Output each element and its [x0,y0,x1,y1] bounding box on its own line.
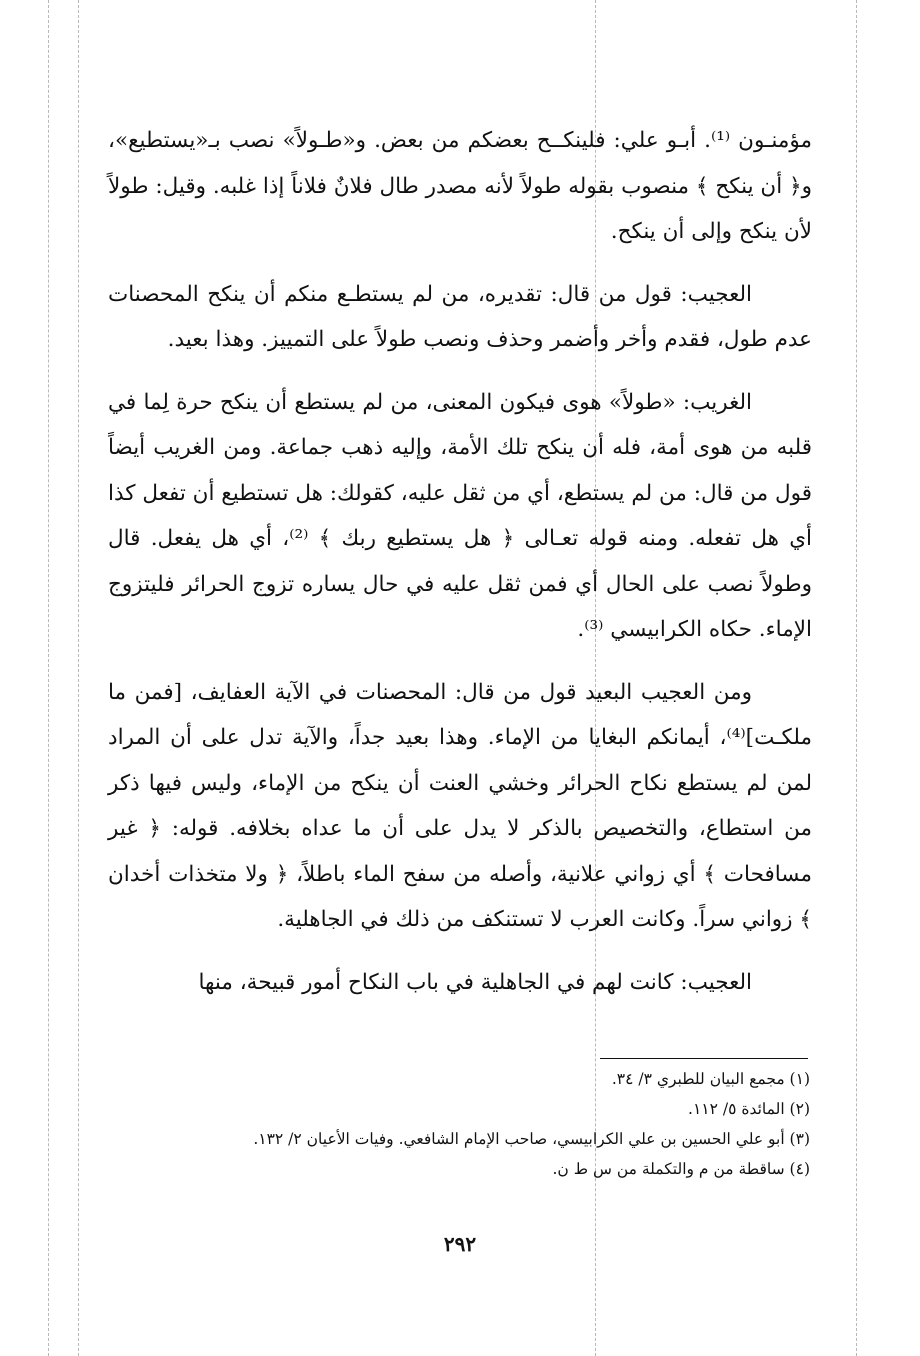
footnote-4: (٤) ساقطة من م والتكملة من س ط ن. [552,1160,810,1178]
footnote-3: (٣) أبو علي الحسين بن علي الكرابيسي، صاحب الإمام الشافعي. وفيات الأعيان ٢/ ١٣٢. [253,1130,810,1148]
footnote-2: (٢) المائدة ٥/ ١١٢. [688,1100,810,1118]
paragraph-4: ومن العجيب البعيد قول من قال: المحصنات في الآية العفايف، [فمن ما ملكـت]⁽⁴⁾، أيمانكم البغايا من الإماء. وهذا بعيد جداً، والآية تدل على أن المراد لمن لم يستطع نكاح الحرائر وخشي العنت أن ينكح من الإماء، وليس فيها ذكر من استطاع، والتخصيص بالذكر لا يدل على أن ما عداه بخلافه. قوله: ﴿ غير مسافحات ﴾ أي زواني علانية، وأصله من سفح الماء باطلاً، ﴿ ولا متخذات أخدان ﴾ زواني سراً. وكانت العرب لا تستنكف من ذلك في الجاهلية. [108,679,812,932]
page-number: ٢٩٢ [443,1232,477,1256]
paragraph-2: العجيب: قول من قال: تقديره، من لم يستطـع منكم أن ينكح المحصنات عدم طول، فقدم وأخر وأضمر وحذف ونصب طولاً على التمييز. وهذا بعيد. [108,281,812,352]
main-text [108,118,812,1022]
paragraph-5: العجيب: كانت لهم في الجاهلية في باب النكاح أمور قبيحة، منها [198,969,752,995]
paragraph-1: مؤمنـون ⁽¹⁾. أبـو علي: فلينكــح بعضكم من بعض. و«طـولاً» نصب بـ«يستطيع»، و﴿ أن ينكح ﴾ منصوب بقوله طولاً لأنه مصدر طال فلانٌ فلاناً إذا غلبه. وقيل: طولاً لأن ينكح وإلى أن ينكح. [108,128,813,244]
footnote-1: (١) مجمع البيان للطبري ٣/ ٣٤. [611,1070,810,1088]
page-guide-line [48,0,49,1356]
footnotes [150,1064,810,1184]
paragraph-3: الغريب: «طولاً» هوى فيكون المعنى، من لم يستطع أن ينكح حرة لِما في قلبه من هوى أمة، فله أن ينكح تلك الأمة، وإليه ذهب جماعة. ومن الغريب أيضاً قول من قال: من لم يستطع، أي من ثقل عليه، كقولك: هل تستطيع أن تفعل كذا أي هل تفعله. ومنه قوله تعـالى ﴿ هل يستطيع ربك ﴾ ⁽²⁾، أي هل يفعل. قال وطولاً نصب على الحال أي فمن ثقل عليه في حال يساره تزوج الحرائر فليتزوج الإماء. حكاه الكرابيسي ⁽³⁾. [108,389,812,642]
page-guide-line [856,0,857,1356]
page-guide-line [78,0,79,1356]
footnote-separator [600,1058,808,1059]
